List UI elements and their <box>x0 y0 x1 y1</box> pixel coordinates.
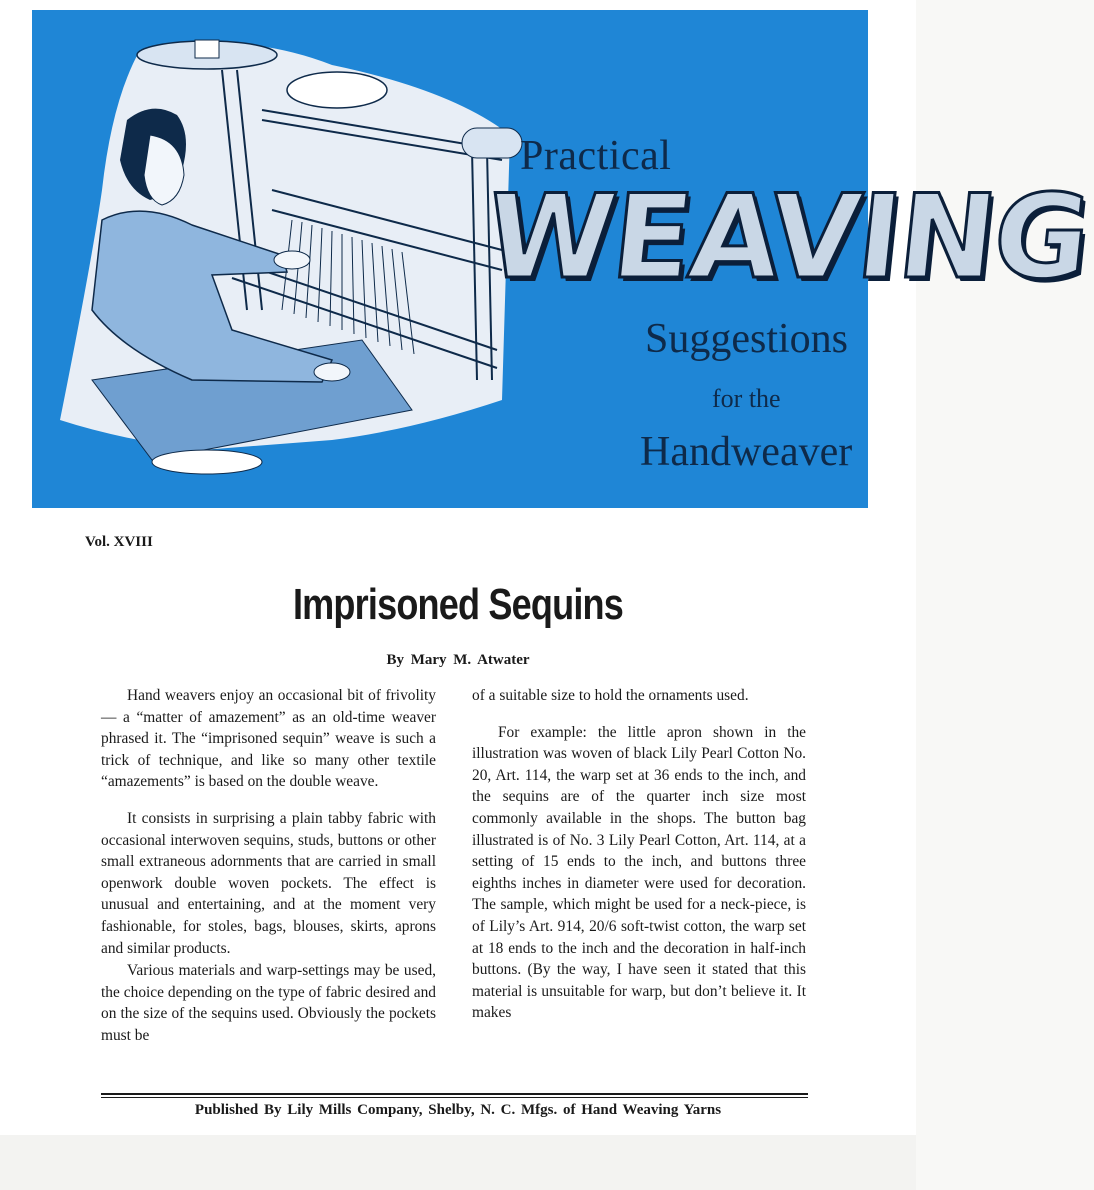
masthead-banner <box>32 10 1094 508</box>
loom-roller <box>462 128 522 158</box>
left-column <box>101 685 436 1047</box>
weaver-hand-right <box>314 363 350 381</box>
article-title: Imprisoned Sequins <box>292 580 624 629</box>
banner-practical: Practical <box>520 133 672 179</box>
banner-handweaver: Handweaver <box>640 429 853 475</box>
page-bottom-margin <box>0 1135 916 1190</box>
footer-rule <box>101 1093 808 1095</box>
lamp-base <box>152 450 262 474</box>
right-column <box>472 685 806 1024</box>
paragraph: For example: the little apron shown in the illustration was woven of black Lily Pearl Cotton No. 20, Art. 114, the warp set at 36 ends to the inch, and the sequins are of the quarter inch size most commonly available in the shops. The button bag illustrated is of No. 3 Lily Pearl Cotton, Art. 114, at a setting of 15 ends to the inch, and buttons three eighths inches in diameter were used for decoration. The sample, which might be used for a neck-piece, is of Lily’s Art. 914, 20/6 soft-twist cotton, the warp set at 18 ends to the inch and the decoration in half-inch buttons. (By the way, I have seen it stated that this material is unsuitable for warp, but don’t believe it. It makes <box>472 723 806 1022</box>
footer-rule-thin <box>101 1097 808 1098</box>
article-byline: By Mary M. Atwater <box>386 652 530 668</box>
paragraph: of a suitable size to hold the ornaments used. <box>472 687 749 704</box>
weaver-hand-left <box>274 251 310 269</box>
spool-right <box>287 72 387 108</box>
paragraph: It consists in surprising a plain tabby fabric with occasional interwoven sequins, studs, buttons or other small extraneous adornments that are carried in small openwork double woven pockets. The effect is unusual and entertaining, and at the moment very fashionable, for stoles, bags, blouses, skirts, aprons and similar products. <box>101 809 436 957</box>
paragraph: Hand weavers enjoy an occasional bit of frivolity — a “matter of amazement” as an old-time weaver phrased it. The “imprisoned sequin” weave is such a trick of technique, and like so many other textile “amazements” is based on the double weave. <box>101 687 436 791</box>
volume-label: Vol. XVIII <box>85 534 153 550</box>
publisher-footer: Published By Lily Mills Company, Shelby, N. C. Mfgs. of Hand Weaving Yarns <box>194 1102 722 1118</box>
banner-weaving: WEAVING <box>479 170 1094 305</box>
banner-for-the: for the <box>712 384 781 413</box>
paragraph: Various materials and warp-settings may be used, the choice depending on the type of fabric desired and on the size of the sequins used. Obviously the pockets must be <box>101 962 436 1044</box>
spool-cap <box>195 40 219 58</box>
banner-suggestions: Suggestions <box>645 316 849 362</box>
